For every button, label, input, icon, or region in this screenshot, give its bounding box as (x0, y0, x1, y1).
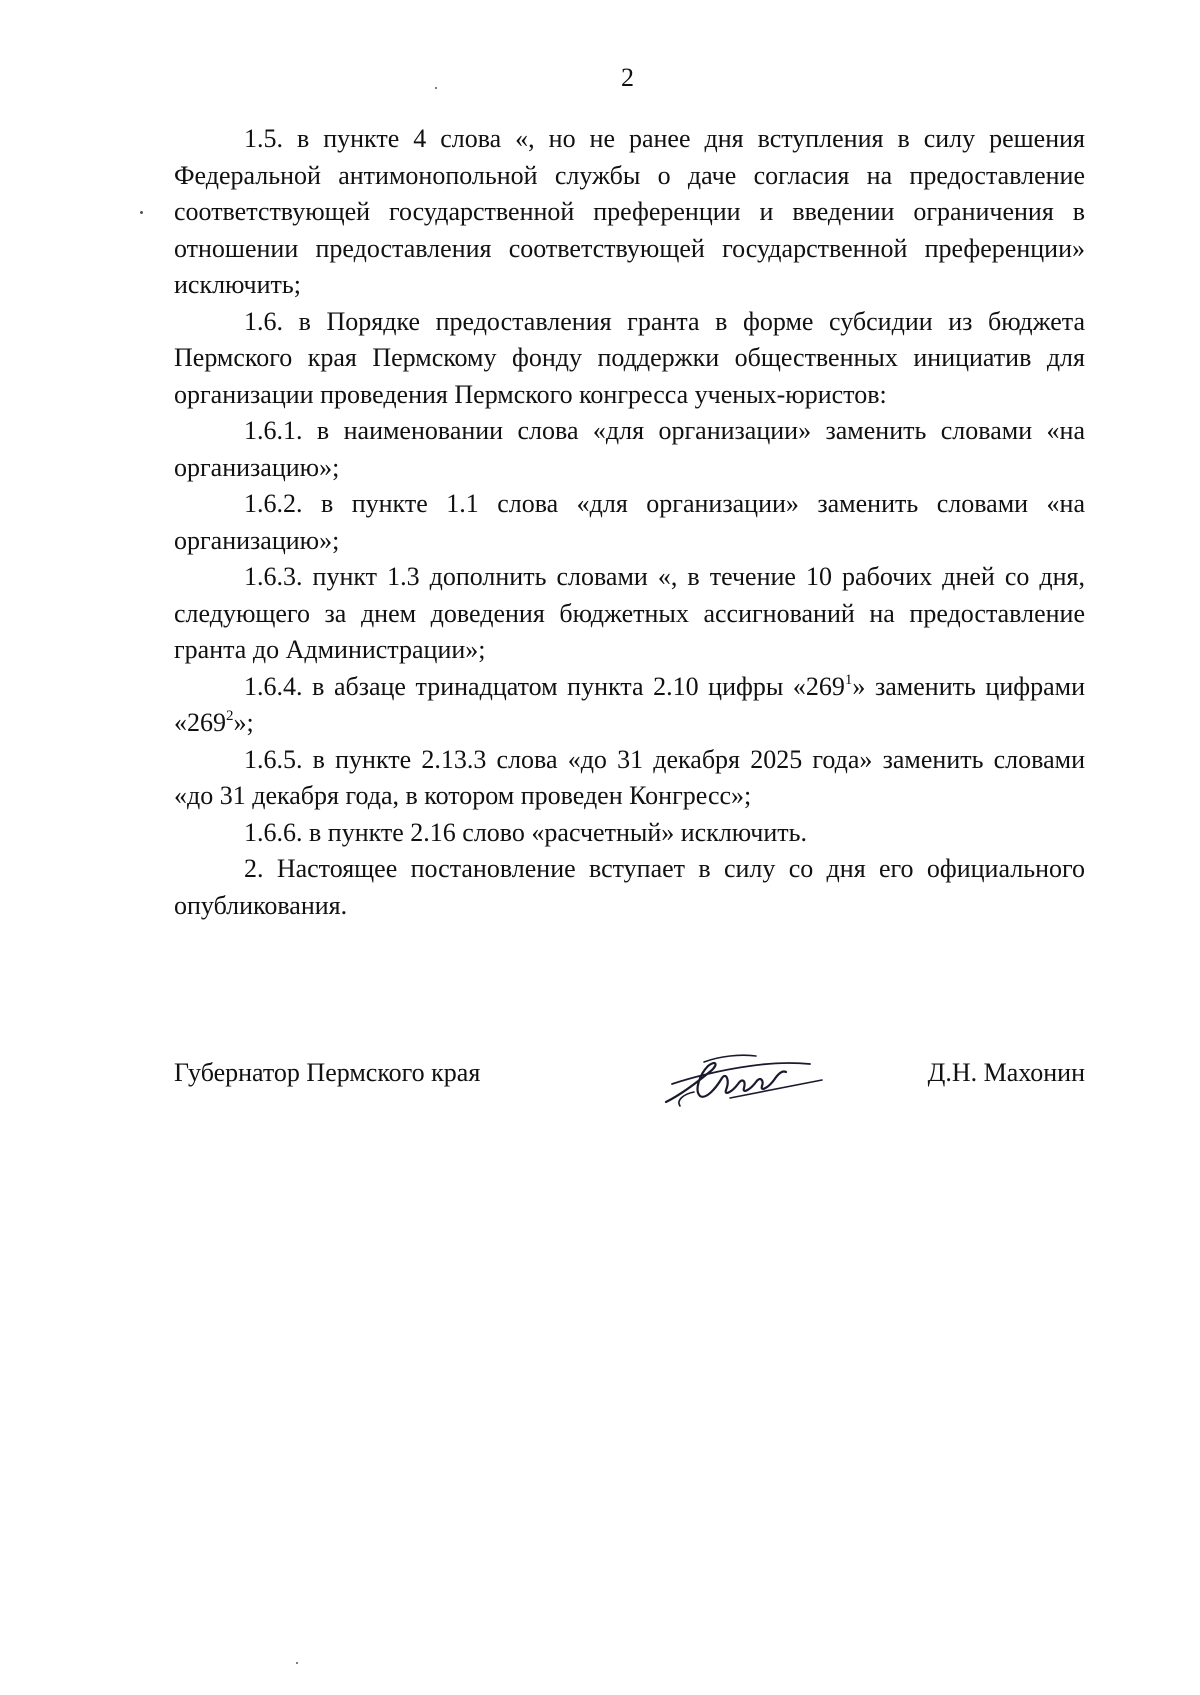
scan-speck (435, 87, 437, 89)
scan-speck (296, 1662, 298, 1664)
scan-speck (140, 211, 143, 214)
paragraph-1-6-4-part2: » заменить цифрами «269 (174, 671, 1086, 737)
paragraph-1-6-5: 1.6.5. в пункте 2.13.3 слова «до 31 декабря 2025 года» заменить словами «до 31 декабря года, в котором проведен Конгресс»; (174, 744, 1085, 810)
signatory-position: Губернатор Пермского края (174, 1058, 481, 1087)
signatory-name: Д.Н. Махонин (927, 1058, 1085, 1087)
paragraph-1-6-2: 1.6.2. в пункте 1.1 слова «для организации» заменить словами «на организацию»; (174, 489, 1085, 555)
paragraph-1-6-4-part1: 1.6.4. в абзаце тринадцатом пункта 2.10 цифры «269 (244, 671, 845, 701)
page-number: 2 (621, 63, 634, 92)
paragraph-1-6-4 (174, 669, 1085, 742)
paragraph-2: 2. Настоящее постановление вступает в силу со дня его официального опубликования. (174, 854, 1085, 920)
paragraph-1-5: 1.5. в пункте 4 слова «, но не ранее дня вступления в силу решения Федеральной антимонопольной службы о даче согласия на предоставление соответствующей государственной преференции и введении ограничения в отношении предоставления соответствующей государственной преференции» исключить; (174, 124, 1085, 299)
handwritten-signature (660, 1050, 825, 1112)
document-body (174, 121, 1085, 924)
paragraph-1-6-1: 1.6.1. в наименовании слова «для организации» заменить словами «на организацию»; (174, 416, 1085, 482)
paragraph-1-6-4-part3: »; (233, 708, 254, 737)
paragraph-1-6: 1.6. в Порядке предоставления гранта в форме субсидии из бюджета Пермского края Пермскому фонду поддержки общественных инициатив для организации проведения Пермского конгресса ученых-юристов: (174, 306, 1085, 409)
paragraph-1-6-6: 1.6.6. в пункте 2.16 слово «расчетный» исключить. (244, 817, 807, 847)
superscript-2: 2 (226, 708, 234, 724)
superscript-1: 1 (844, 671, 853, 688)
paragraph-1-6-3: 1.6.3. пункт 1.3 дополнить словами «, в течение 10 рабочих дней со дня, следующего за днем доведения бюджетных ассигнований на предоставление гранта до Администрации»; (174, 562, 1085, 664)
